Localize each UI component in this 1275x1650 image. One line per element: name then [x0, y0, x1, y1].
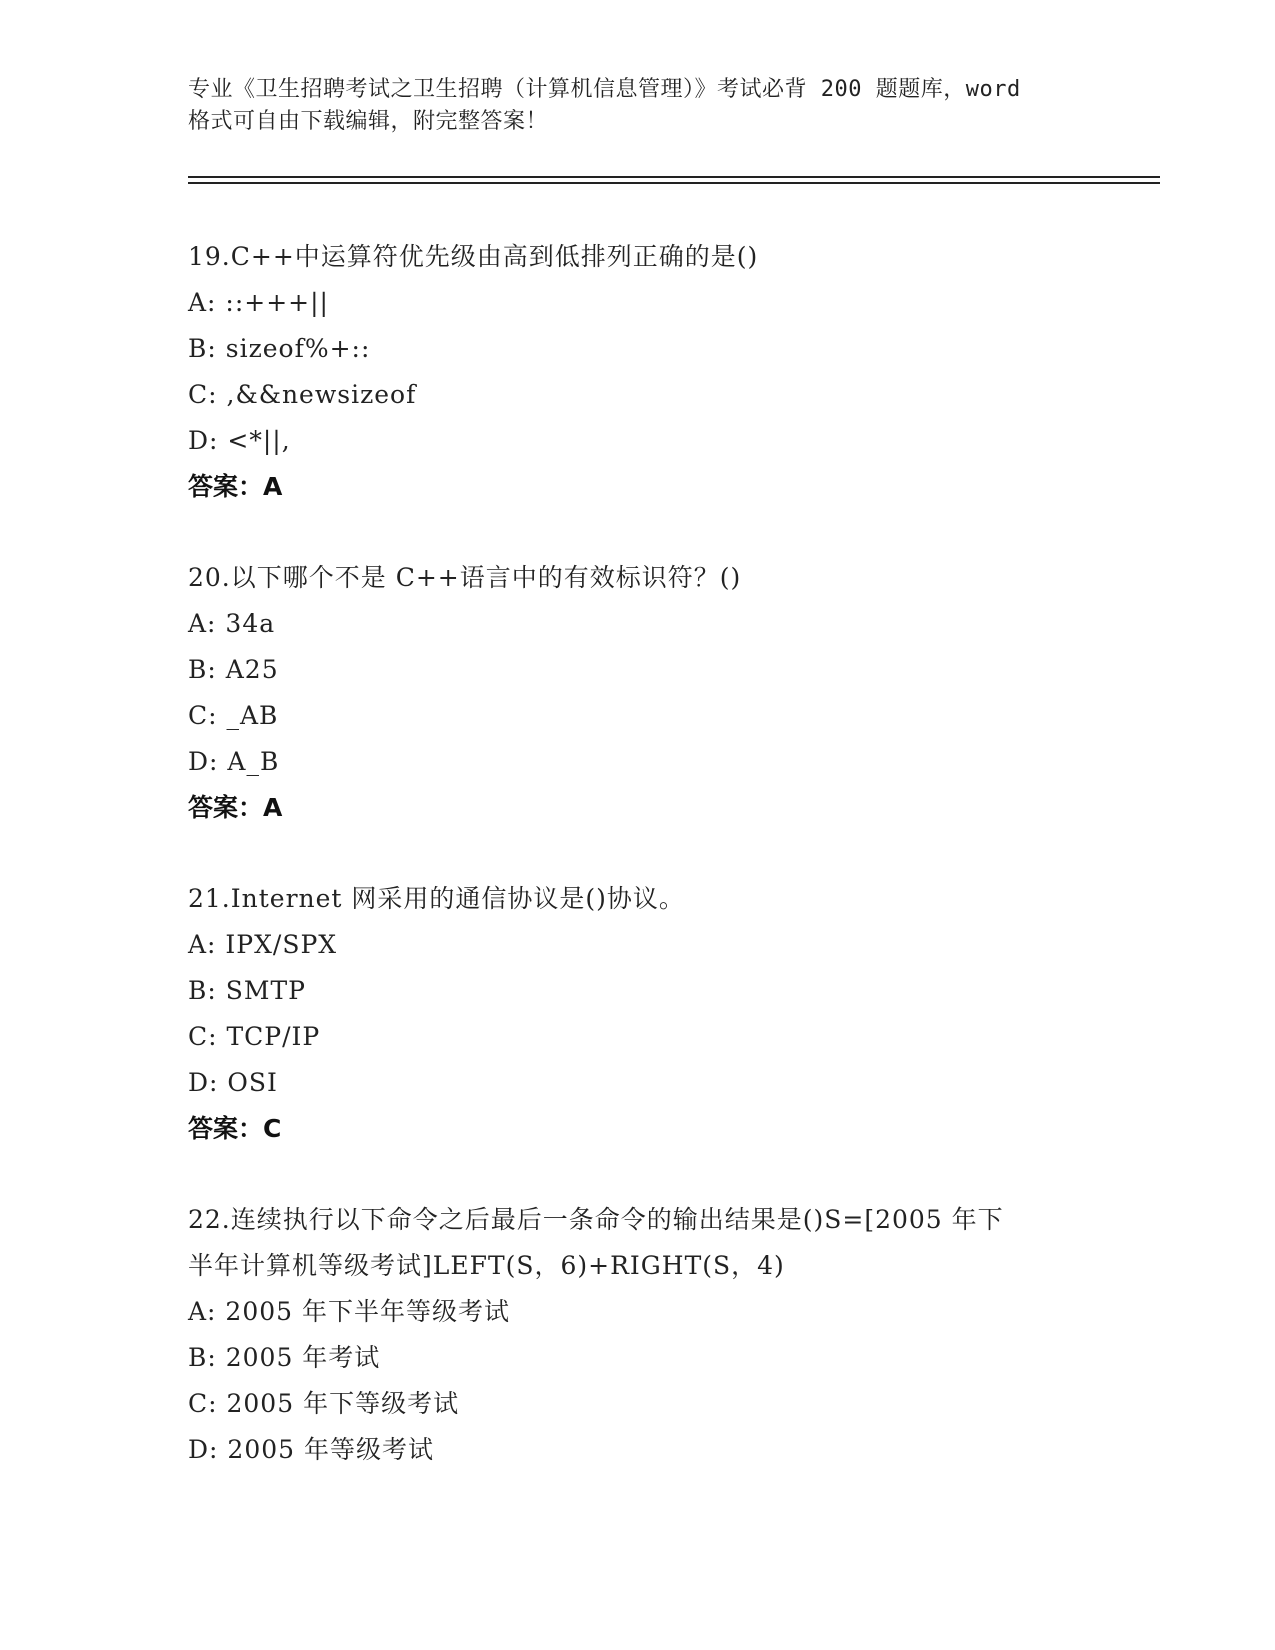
header-divider-top: [188, 176, 1160, 178]
header-line-1: 专业《卫生招聘考试之卫生招聘（计算机信息管理）》考试必背 200 题题库，word: [188, 77, 1021, 102]
option-d: D: 2005 年等级考试: [188, 1435, 434, 1464]
option-b: B: sizeof%+::: [188, 334, 371, 363]
question-stem-line-1: 22.连续执行以下命令之后最后一条命令的输出结果是()S=[2005 年下: [188, 1205, 1004, 1234]
option-d: D: OSI: [188, 1068, 278, 1097]
option-b: B: A25: [188, 655, 279, 684]
question-21: [188, 876, 1088, 1152]
option-c: C: _AB: [188, 701, 279, 730]
question-19: [188, 234, 1088, 510]
answer-label: 答案：A: [188, 793, 283, 822]
option-d: D: A_B: [188, 747, 280, 776]
header-line-2: 格式可自由下载编辑，附完整答案！: [188, 109, 549, 134]
option-a: A: 2005 年下半年等级考试: [188, 1297, 510, 1326]
option-a: A: 34a: [188, 609, 276, 638]
document-header: [188, 74, 1088, 138]
option-b: B: SMTP: [188, 976, 306, 1005]
question-stem-line-2: 半年计算机等级考试]LEFT(S，6)+RIGHT(S，4): [188, 1251, 785, 1280]
answer-label: 答案：A: [188, 472, 283, 501]
option-c: C: 2005 年下等级考试: [188, 1389, 460, 1418]
header-divider-bottom: [188, 182, 1160, 184]
option-d: D: <*||,: [188, 426, 291, 455]
option-c: C: ,&&newsizeof: [188, 380, 417, 409]
option-b: B: 2005 年考试: [188, 1343, 381, 1372]
question-20: [188, 555, 1088, 831]
question-22: [188, 1197, 1088, 1473]
option-c: C: TCP/IP: [188, 1022, 321, 1051]
question-stem: 20.以下哪个不是 C++语言中的有效标识符？(): [188, 563, 742, 592]
question-stem: 21.Internet 网采用的通信协议是()协议。: [188, 884, 685, 913]
question-stem: 19.C++中运算符优先级由高到低排列正确的是(): [188, 242, 759, 271]
option-a: A: IPX/SPX: [188, 930, 338, 959]
option-a: A: ::+++||: [188, 288, 329, 317]
answer-label: 答案：C: [188, 1114, 282, 1143]
